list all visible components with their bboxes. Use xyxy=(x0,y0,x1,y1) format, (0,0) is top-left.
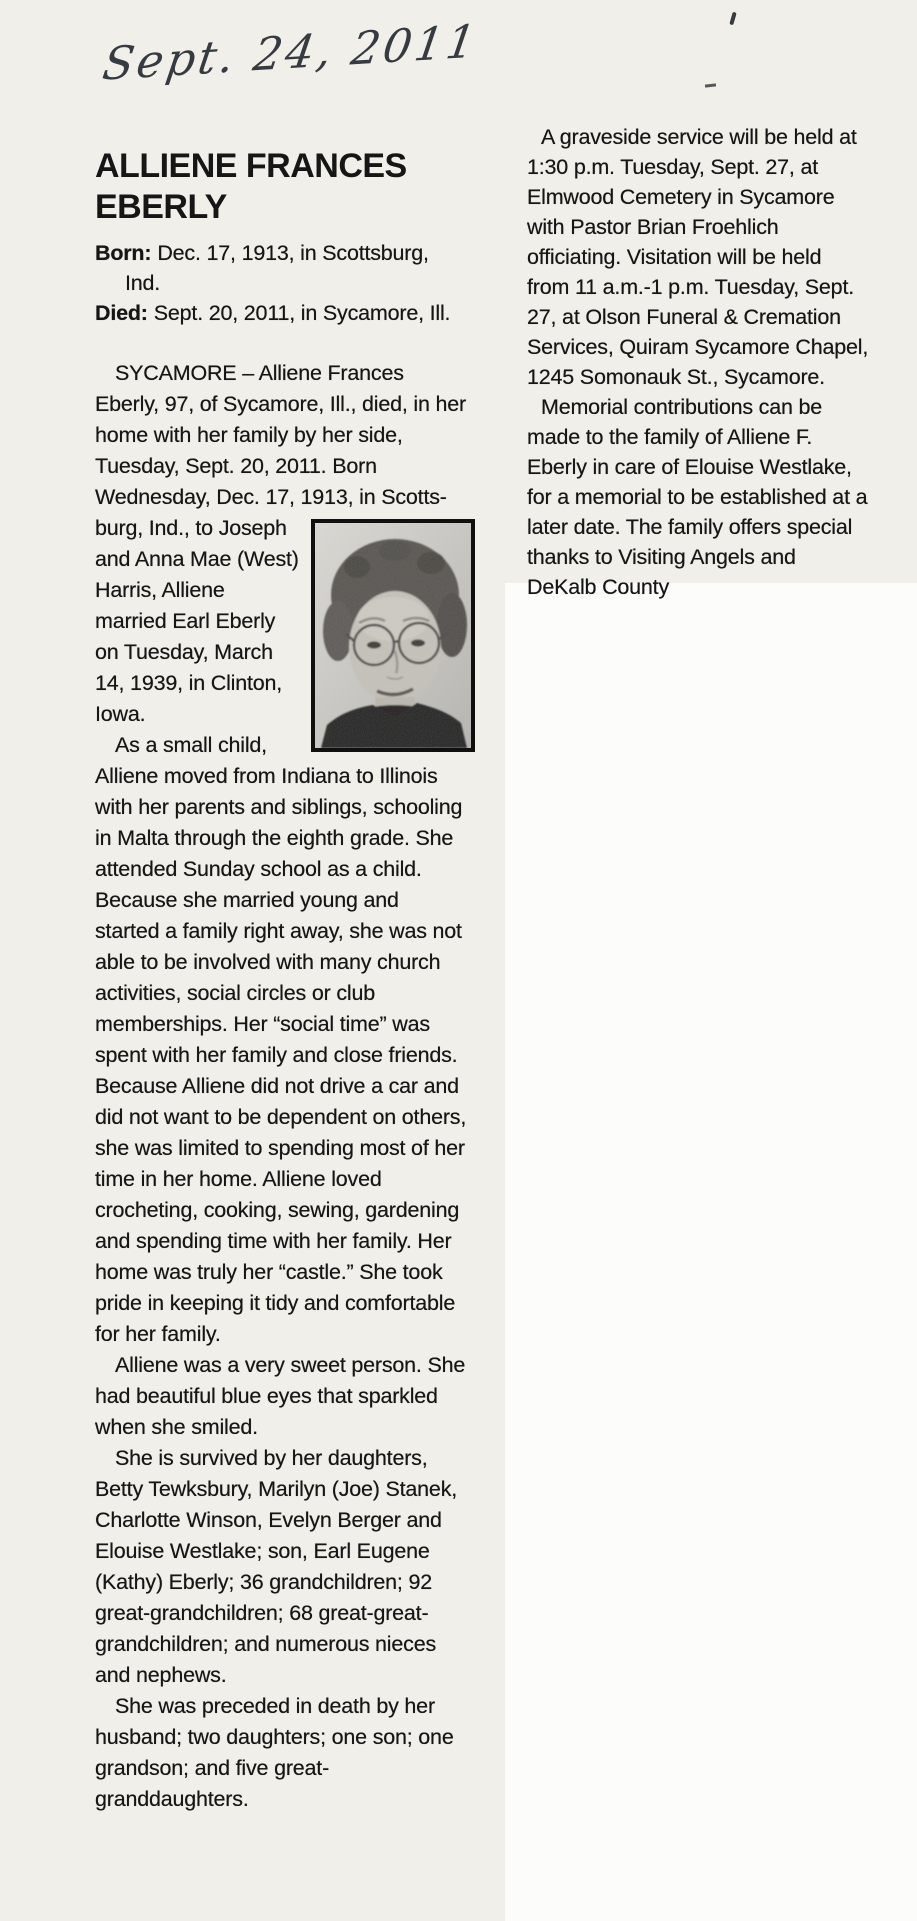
obituary-right-column xyxy=(527,122,869,602)
portrait-photo xyxy=(311,519,475,752)
service-paragraph: A graveside service will be held at 1:30 p.m. Tuesday, Sept. 27, at Elmwood Cemetery in Sycamore with Pastor Brian Froehlich officiating. Visitation will be held from 11 a.m.-1 p.m. Tuesday, Sept. 27, at Olson Funeral & Cremation Services, Quiram Sycamore Chapel, 1245 Somonauk St., Sycamore. xyxy=(527,125,869,389)
handwritten-date: Sept. 24, 2011 xyxy=(99,14,483,91)
died-line xyxy=(95,298,467,328)
survivors-paragraph: She is survived by her daughters, Betty Tewksbury, Marilyn (Joe) Stanek, Charlotte Winson, Evelyn Berger and Elouise Westlake; son, Earl Eugene (Kathy) Eberly; 36 grandchildren; 92 great-grandchildren; 68 great-great-grandchildren; and numerous nieces and nephews. xyxy=(95,1446,458,1687)
intro-text-before-photo: SYCAMORE – Alliene Frances Eberly, 97, of Sycamore, Ill., died, in her home with her family by her side, Tuesday, Sept. 20, 2011. Born Wednesday, Dec. 17, 1913, in Scotts- xyxy=(95,361,467,509)
born-label: Born: xyxy=(95,241,152,265)
obituary-left-column xyxy=(95,146,467,1815)
obituary-headline: ALLIENE FRANCES EBERLY xyxy=(95,147,407,226)
died-label: Died: xyxy=(95,301,148,325)
intro-paragraph xyxy=(95,358,467,730)
white-backing-sheet xyxy=(505,583,917,1921)
born-line xyxy=(95,238,467,298)
scan-speck xyxy=(705,83,716,87)
personality-paragraph: Alliene was a very sweet person. She had beautiful blue eyes that sparkled when she smiled. xyxy=(95,1353,466,1439)
childhood-paragraph: As a small child, Alliene moved from Indiana to Illinois with her parents and siblings, schooling in Malta through the eighth grade. She attended Sunday school as a child. Because she married young and started a family right away, she was not able to be involved with many church activities, social circles or club memberships. Her “social time” was spent with her family and close friends. Because Alliene did not drive a car and did not want to be dependent on others, she was limited to spending most of her time in her home. Alliene loved crocheting, cooking, sewing, gardening and spending time with her family. Her home was truly her “castle.” She took pride in keeping it tidy and comfortable for her family. xyxy=(95,733,467,1346)
died-value: Sept. 20, 2011, in Sycamore, Ill. xyxy=(153,301,451,325)
preceded-in-death-paragraph: She was preceded in death by her husband; two daughters; one son; one grandson; and five great-granddaughters. xyxy=(95,1694,454,1811)
scan-speck xyxy=(729,12,736,26)
intro-text-after-photo: burg, Ind., to Joseph and Anna Mae (West) Harris, Alliene married Earl Eberly on Tuesday, March 14, 1939, in Clinton, Iowa. xyxy=(95,516,299,726)
born-value: Dec. 17, 1913, in Scottsburg, Ind. xyxy=(125,241,429,295)
memorial-paragraph: Memorial contributions can be made to the family of Alliene F. Eberly in care of Elouise Westlake, for a memorial to be established at a later date. The family offers special thanks to Visiting Angels and DeKalb County xyxy=(527,395,868,599)
